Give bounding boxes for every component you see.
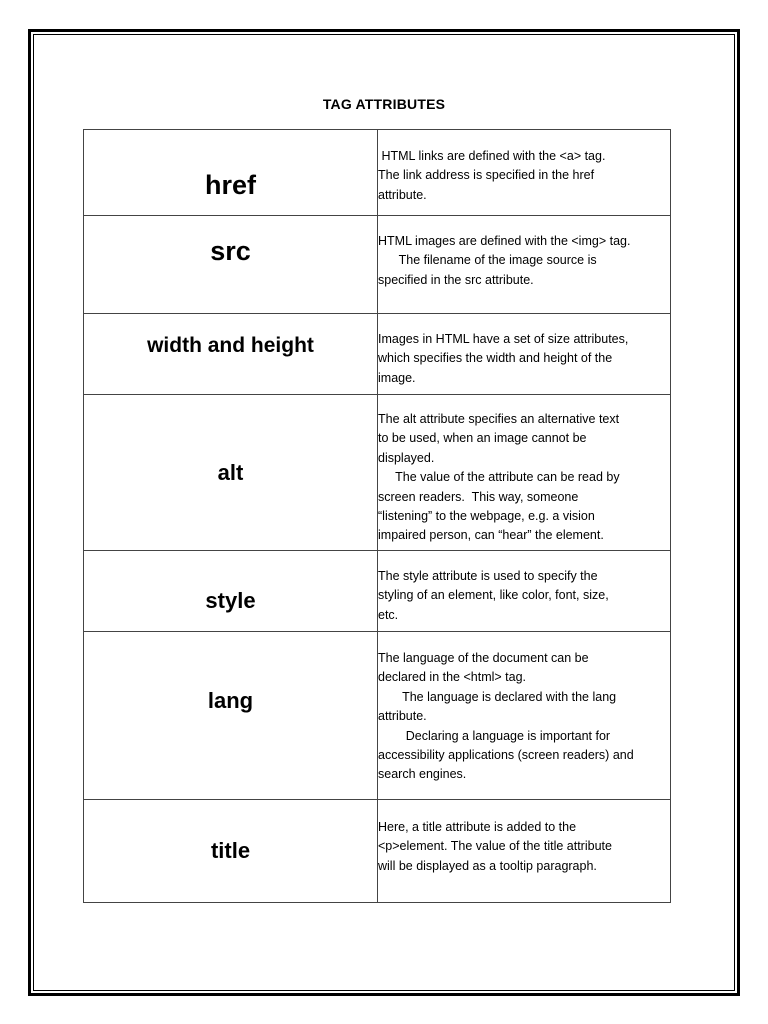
- attribute-name: title: [210, 838, 251, 863]
- description-line: HTML links are defined with the <a> tag.: [378, 149, 606, 163]
- attribute-name-cell: [84, 551, 378, 632]
- description-line: will be displayed as a tooltip paragraph.: [378, 858, 597, 873]
- attribute-name: src: [210, 236, 251, 266]
- attributes-table: [83, 129, 671, 903]
- description-line: etc.: [378, 607, 399, 622]
- description-line: The style attribute is used to specify the: [378, 569, 598, 583]
- attribute-name-cell: [84, 216, 378, 314]
- description-line: search engines.: [378, 767, 467, 782]
- attribute-name: style: [205, 588, 256, 613]
- table-row: [84, 800, 671, 903]
- description-line: Here, a title attribute is added to the: [378, 820, 577, 834]
- attribute-name-cell: [84, 314, 378, 395]
- description-line: HTML images are defined with the <img> tag.: [378, 234, 631, 248]
- description-line: specified in the src attribute.: [378, 272, 534, 287]
- attribute-name-cell: [84, 130, 378, 216]
- description-line: “listening” to the webpage, e.g. a vision: [378, 509, 595, 524]
- attribute-name-cell: [84, 395, 378, 551]
- description-line: The filename of the image source is: [378, 253, 597, 268]
- description-line: Declaring a language is important for: [378, 728, 611, 743]
- description-line: The language of the document can be: [378, 651, 589, 665]
- description-line: styling of an element, like color, font, size,: [378, 588, 609, 603]
- attribute-name: width and height: [147, 334, 314, 357]
- table-row: [84, 314, 671, 395]
- description-line: The link address is specified in the href: [378, 168, 595, 183]
- attribute-name-cell: [84, 632, 378, 800]
- document-title: TAG ATTRIBUTES: [322, 96, 446, 112]
- description-line: impaired person, can “hear” the element.: [378, 528, 604, 543]
- attribute-description-cell: [378, 216, 671, 314]
- description-line: The alt attribute specifies an alternative text: [378, 412, 620, 426]
- attribute-description-cell: [378, 395, 671, 551]
- description-line: declared in the <html> tag.: [378, 670, 527, 685]
- table-row: [84, 395, 671, 551]
- description-line: Images in HTML have a set of size attributes,: [378, 332, 629, 346]
- description-line: attribute.: [378, 709, 427, 724]
- table-row: [84, 130, 671, 216]
- table-row: [84, 216, 671, 314]
- attribute-name: lang: [207, 687, 254, 713]
- attribute-description-cell: [378, 130, 671, 216]
- table-row: [84, 632, 671, 800]
- description-line: which specifies the width and height of the: [378, 351, 613, 366]
- attribute-name-cell: [84, 800, 378, 903]
- attribute-description-cell: [378, 314, 671, 395]
- description-line: screen readers. This way, someone: [378, 489, 579, 504]
- description-line: accessibility applications (screen readers) and: [378, 748, 634, 763]
- attribute-name: alt: [217, 459, 244, 485]
- table-row: [84, 551, 671, 632]
- description-line: displayed.: [378, 450, 435, 465]
- description-line: image.: [378, 370, 416, 385]
- attribute-name: href: [204, 170, 256, 200]
- description-line: to be used, when an image cannot be: [378, 431, 587, 446]
- description-line: The language is declared with the lang: [378, 689, 617, 704]
- description-line: The value of the attribute can be read by: [378, 470, 620, 485]
- attribute-description-cell: [378, 551, 671, 632]
- description-line: <p>element. The value of the title attribute: [378, 839, 612, 854]
- attribute-description-cell: [378, 800, 671, 903]
- attribute-description-cell: [378, 632, 671, 800]
- description-line: attribute.: [378, 187, 427, 202]
